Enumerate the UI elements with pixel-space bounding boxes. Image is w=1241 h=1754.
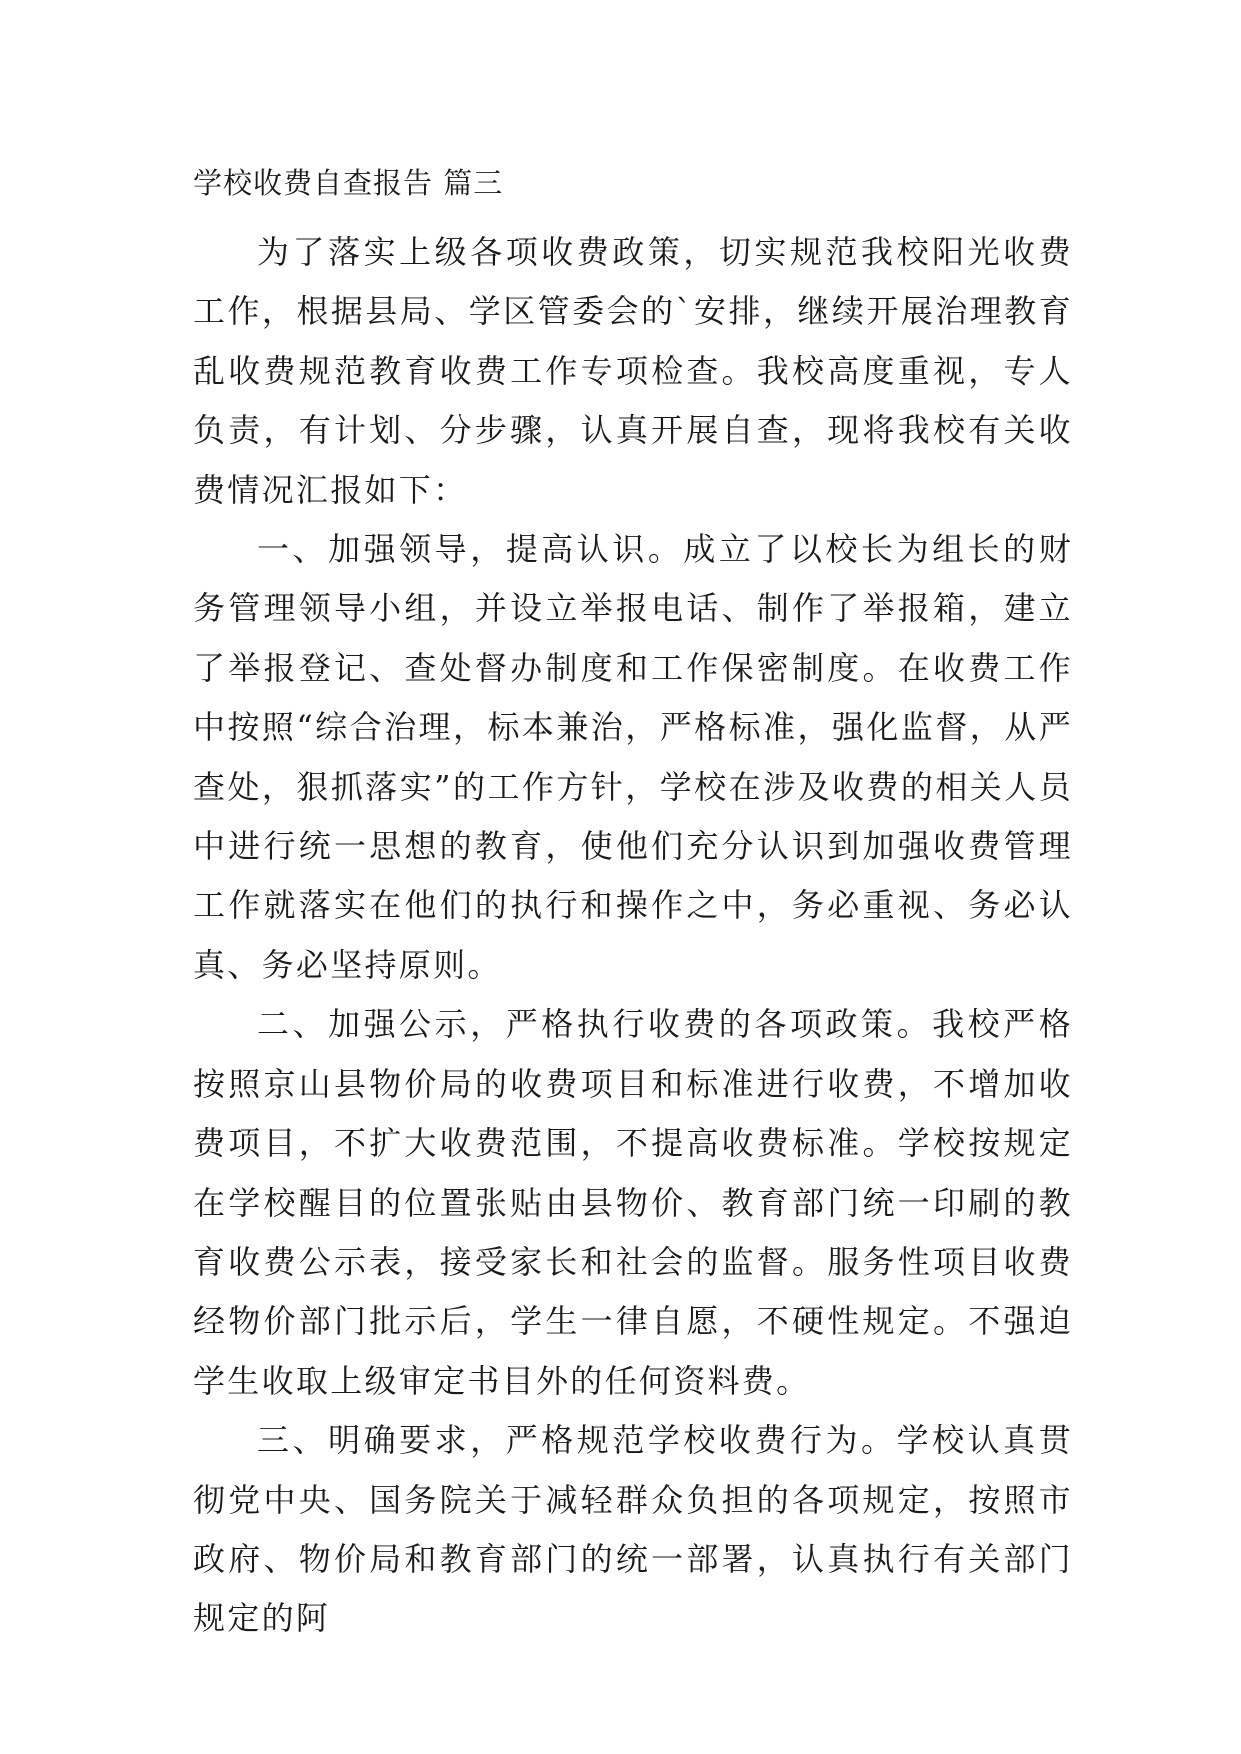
paragraph-section-1: 一、加强领导，提高认识。成立了以校长为组长的财务管理领导小组，并设立举报电话、制作了举报箱，建立了举报登记、查处督办制度和工作保密制度。在收费工作中按照“综合治理，标本兼治，严格标准，强化监督，从严查处，狠抓落实”的工作方针，学校在涉及收费的相关人员中进行统一思想的教育，使他们充分认识到加强收费管理工作就落实在他们的执行和操作之中，务必重视、务必认真、务必坚持原则。 — [193, 530, 1073, 984]
paragraph-section-2: 二、加强公示，严格执行收费的各项政策。我校严格按照京山县物价局的收费项目和标准进行收费，不增加收费项目，不扩大收费范围，不提高收费标准。学校按规定在学校醒目的位置张贴由县物价、教育部门统一印刷的教育收费公示表，接受家长和社会的监督。服务性项目收费经物价部门批示后，学生一律自愿，不硬性规定。不强迫学生收取上级审定书目外的任何资料费。 — [193, 1005, 1073, 1400]
document-title: 学校收费自查报告 篇三 — [193, 166, 504, 200]
document-body — [193, 223, 1073, 1649]
paragraph-intro: 为了落实上级各项收费政策，切实规范我校阳光收费工作，根据县局、学区管委会的`安排，继续开展治理教育乱收费规范教育收费工作专项检查。我校高度重视，专人负责，有计划、分步骤，认真开展自查，现将我校有关收费情况汇报如下： — [193, 233, 1073, 509]
paragraph-section-3: 三、明确要求，严格规范学校收费行为。学校认真贯彻党中央、国务院关于减轻群众负担的各项规定，按照市政府、物价局和教育部门的统一部署，认真执行有关部门规定的阿 — [193, 1421, 1073, 1638]
